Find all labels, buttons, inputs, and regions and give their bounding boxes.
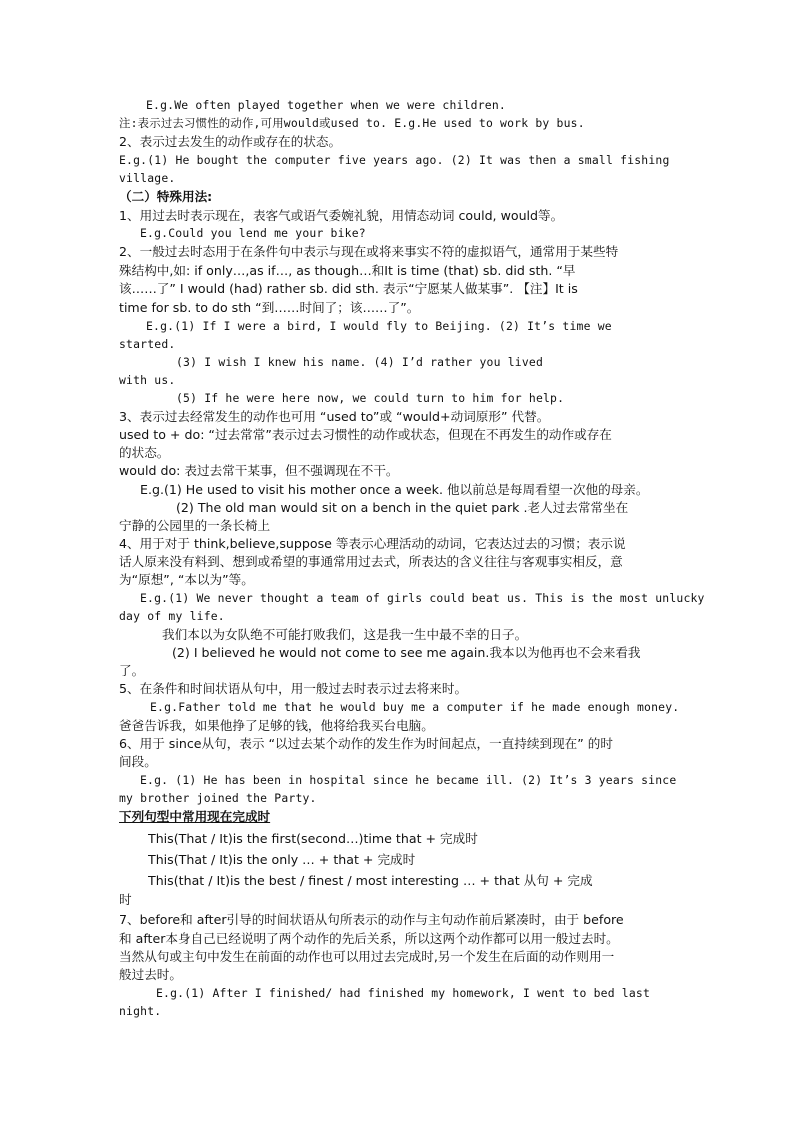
text-line: E.g.We often played together when we were children. [146,98,506,112]
section-heading: 下列句型中常用现在完成时 [119,809,271,824]
text-line: my brother joined the Party. [119,791,317,805]
text-line: 了。 [119,663,145,678]
text-line: E.g.(1) After I finished/ had finished my homework, I went to bed last [156,986,651,1000]
text-line: would do: 表过去常干某事，但不强调现在不干。 [119,463,399,478]
text-line: E.g. (1) He has been in hospital since he became ill. (2) It’s 3 years since [140,773,677,787]
text-line: 4、用于对于 think,believe,suppose 等表示心理活动的动词，它表达过去的习惯；表示说 [119,536,626,551]
text-line: 注:表示过去习惯性的动作,可用would或used to. E.g.He used to work by bus. [119,116,585,130]
text-line: 间段。 [119,754,157,769]
text-line: with us. [119,373,176,387]
text-line: 和 after本身自己已经说明了两个动作的先后关系，所以这两个动作都可以用一般过去时。 [119,931,619,946]
text-line: E.g.Father told me that he would buy me a computer if he made enough money. [150,700,680,714]
text-line: 宁静的公园里的一条长椅上 [119,518,271,533]
text-line: 2、一般过去时态用于在条件句中表示与现在或将来事实不符的虚拟语气，通常用于某些特 [119,244,619,259]
text-line: E.g.(1) We never thought a team of girls could beat us. This is the most unlucky [140,591,705,605]
text-line: day of my life. [119,609,225,623]
text-line: 1、用过去时表示现在，表客气或语气委婉礼貌，用情态动词 could, would等。 [119,208,564,223]
text-line: 当然从句或主句中发生在前面的动作也可以用过去完成时,另一个发生在后面的动作则用一 [119,949,615,964]
text-line: E.g.Could you lend me your bike? [140,226,366,240]
text-line: village. [119,171,176,185]
text-line: E.g.(1) If I were a bird, I would fly to Beijing. (2) It’s time we [146,319,612,333]
text-line: started. [119,337,176,351]
text-line: 2、表示过去发生的动作或存在的状态。 [119,134,342,149]
text-line: 话人原来没有料到、想到或希望的事通常用过去式，所表达的含义往往与客观事实相反，意 [119,554,623,569]
text-line: (3) I wish I knew his name. (4) I’d rather you lived [176,355,544,369]
text-line: 5、在条件和时间状语从句中，用一般过去时表示过去将来时。 [119,681,468,696]
text-line: 时 [119,892,132,907]
text-line: E.g.(1) He used to visit his mother once a week. 他以前总是每周看望一次他的母亲。 [140,482,649,497]
text-line: time for sb. to do sth “到……时间了；该……了”。 [119,300,420,315]
text-line: E.g.(1) He bought the computer five years ago. (2) It was then a small fishing [119,153,670,167]
text-line: (5) If he were here now, we could turn to him for help. [176,391,565,405]
text-line: 为“原想”, “本以为”等。 [119,572,254,587]
text-line: 般过去时。 [119,967,182,982]
text-line: (2) I believed he would not come to see me again.我本以为他再也不会来看我 [172,645,641,660]
text-line: 殊结构中,如: if only…,as if…, as though…和It is time (that) sb. did sth. “早 [119,263,576,278]
text-line: 该……了” I would (had) rather sb. did sth. 表示“宁愿某人做某事”. 【注】It is [119,281,578,296]
text-line: 爸爸告诉我，如果他挣了足够的钱，他将给我买台电脑。 [119,718,434,733]
text-line: used to + do: “过去常常”表示过去习惯性的动作或状态，但现在不再发生的动作或存在 [119,427,612,442]
text-line: This(That / It)is the first(second…)time that + 完成时 [148,831,478,846]
text-line: 6、用于 since从句，表示 “以过去某个动作的发生作为时间起点，一直持续到现在” 的时 [119,736,613,751]
text-line: 3、表示过去经常发生的动作也可用 “used to”或 “would+动词原形” 代替。 [119,409,550,424]
text-line: 我们本以为女队绝不可能打败我们，这是我一生中最不幸的日子。 [162,627,528,642]
text-line: night. [119,1004,162,1018]
text-line: This(that / It)is the best / finest / most interesting … + that 从句 + 完成 [148,873,593,888]
text-line: 的状态。 [119,445,170,460]
text-line: 7、before和 after引导的时间状语从句所表示的动作与主句动作前后紧凑时，由于 before [119,912,624,927]
text-line: This(That / It)is the only … + that + 完成时 [148,852,416,867]
section-heading: （二）特殊用法: [119,189,213,204]
text-line: (2) The old man would sit on a bench in the quiet park .老人过去常常坐在 [176,500,629,515]
